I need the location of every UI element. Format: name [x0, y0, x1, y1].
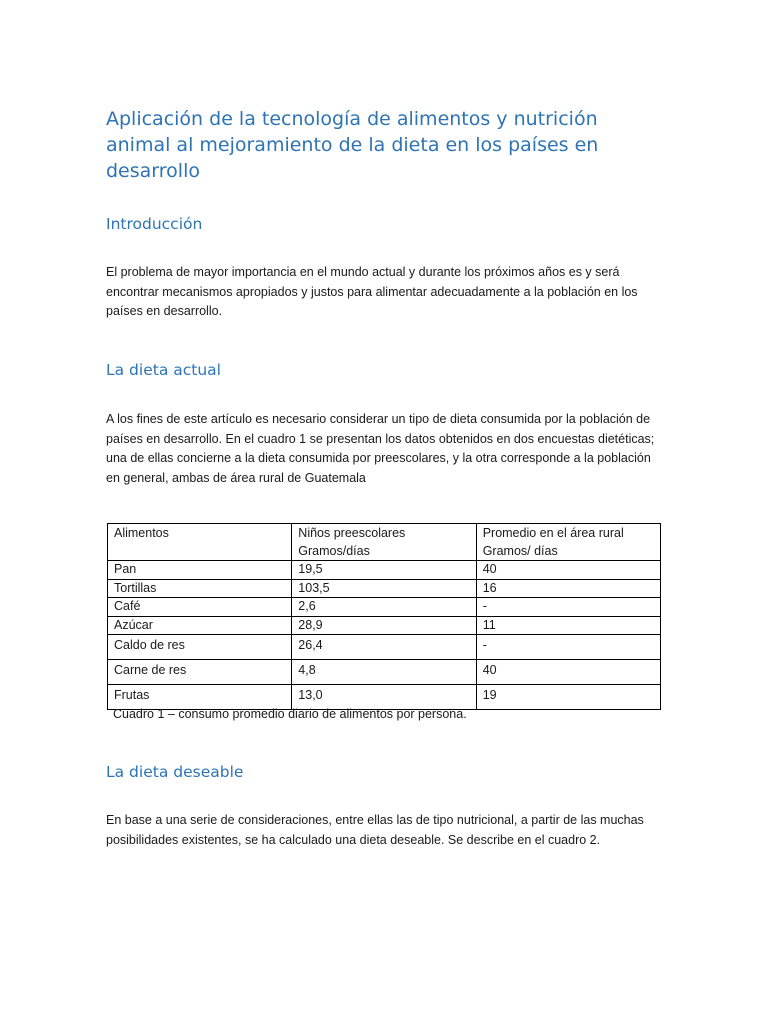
table-cell: Carne de res	[108, 660, 292, 685]
table-row	[108, 635, 661, 660]
section-paragraph-dieta-actual: A los fines de este artículo es necesario considerar un tipo de dieta consumida por la población de países en desarrollo. En el cuadro 1 se presentan los datos obtenidos en dos encuestas dietéticas; una de ellas concierne a la dieta consumida por preescolares, y la otra corresponde a la población en general, ambas de área rural de Guatemala	[106, 412, 655, 485]
table-header-row	[108, 524, 661, 561]
table-cell: 16	[476, 579, 660, 598]
section-paragraph-introduccion: El problema de mayor importancia en el mundo actual y durante los próximos años es y será encontrar mecanismos apropiados y justos para alimentar adecuadamente a la población en los países en desarrollo.	[106, 265, 638, 318]
table-cell: 40	[476, 660, 660, 685]
table-cell: Frutas	[108, 685, 292, 710]
table-header-cell: Alimentos	[108, 524, 292, 561]
table-caption: Cuadro 1 – consumo promedio diario de alimentos por persona.	[113, 707, 467, 721]
table-cell: 2,6	[292, 598, 476, 617]
table-cell: 13,0	[292, 685, 476, 710]
section-heading-dieta-deseable: La dieta deseable	[106, 763, 244, 781]
table-cell: Azúcar	[108, 616, 292, 635]
table-header-cell: Promedio en el área rural Gramos/ días	[476, 524, 660, 561]
table-header-cell: Niños preescolares Gramos/días	[292, 524, 476, 561]
table-cell: 4,8	[292, 660, 476, 685]
table-cell: -	[476, 635, 660, 660]
table-cell: Café	[108, 598, 292, 617]
section-heading-introduccion: Introducción	[106, 215, 203, 233]
table-cell: 103,5	[292, 579, 476, 598]
table-cell: Caldo de res	[108, 635, 292, 660]
section-heading-dieta-actual: La dieta actual	[106, 361, 221, 379]
table-cell: 26,4	[292, 635, 476, 660]
table-row	[108, 616, 661, 635]
table-cell: -	[476, 598, 660, 617]
table-cell: Tortillas	[108, 579, 292, 598]
table-cell: 40	[476, 561, 660, 580]
table-cell: 19,5	[292, 561, 476, 580]
document-title: Aplicación de la tecnología de alimentos y nutrición animal al mejoramiento de la dieta en los países en desarrollo	[106, 108, 599, 182]
table-row	[108, 579, 661, 598]
table-cell: 28,9	[292, 616, 476, 635]
table-row	[108, 660, 661, 685]
table-row	[108, 561, 661, 580]
table-cell: Pan	[108, 561, 292, 580]
table-cell: 19	[476, 685, 660, 710]
section-paragraph-dieta-deseable: En base a una serie de consideraciones, entre ellas las de tipo nutricional, a partir de las muchas posibilidades existentes, se ha calculado una dieta deseable. Se describe en el cuadro 2.	[106, 813, 644, 847]
table-cell: 11	[476, 616, 660, 635]
table-row	[108, 598, 661, 617]
food-consumption-table	[107, 523, 661, 710]
